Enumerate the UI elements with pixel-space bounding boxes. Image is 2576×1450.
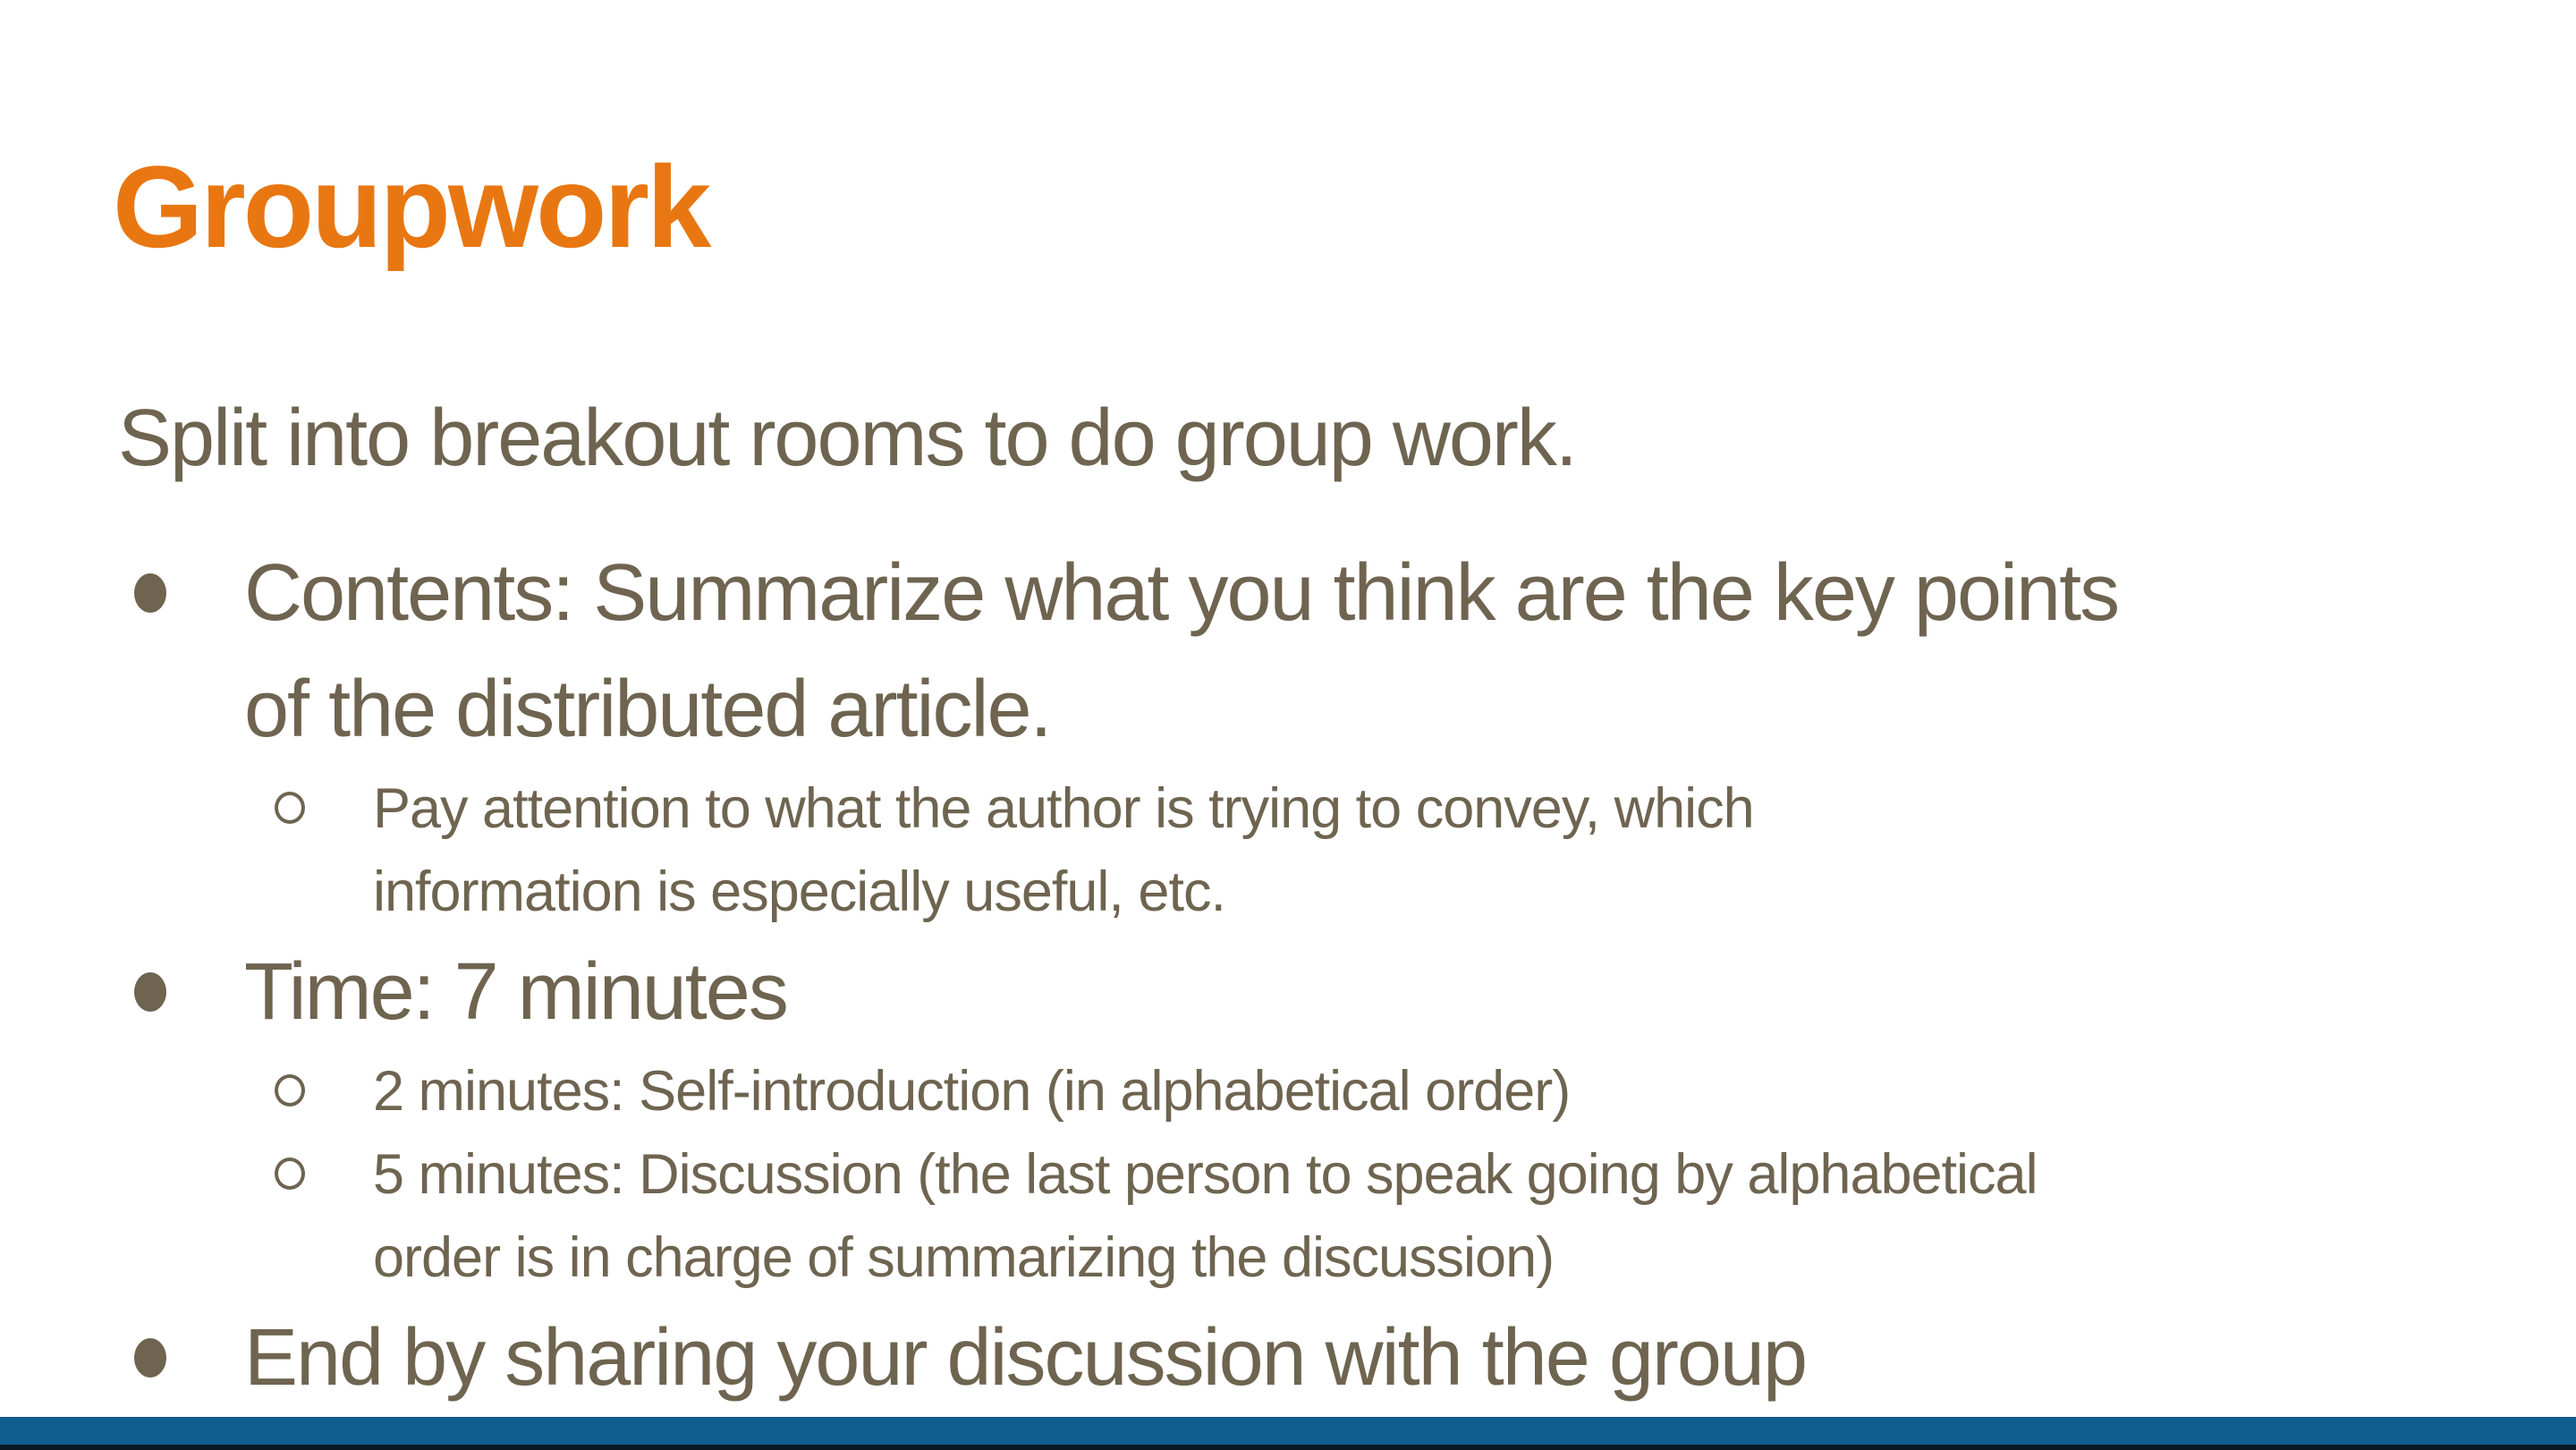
slide-title: Groupwork bbox=[113, 141, 709, 272]
bullet-line: information is especially useful, etc. bbox=[373, 861, 1225, 923]
bullet-dot-icon bbox=[134, 573, 166, 613]
bullet-line: of the distributed article. bbox=[244, 665, 1051, 754]
list-item-text bbox=[373, 1050, 1570, 1133]
bullet-circle-icon bbox=[275, 1074, 305, 1107]
list-subitem-pay-attention bbox=[134, 767, 2522, 934]
list-subitem-5-minutes bbox=[134, 1133, 2522, 1300]
list-item-text bbox=[244, 934, 787, 1050]
bullet-list bbox=[134, 535, 2522, 1416]
bullet-line: Time: 7 minutes bbox=[244, 947, 787, 1037]
bullet-line: End by sharing your discussion with the group bbox=[244, 1313, 1807, 1403]
intro-text: Split into breakout rooms to do group work. bbox=[118, 394, 1576, 483]
bullet-line: Pay attention to what the author is trying to convey, which bbox=[373, 777, 1754, 840]
list-item-text bbox=[373, 1133, 2038, 1300]
bullet-dot-icon bbox=[134, 972, 166, 1012]
bullet-line: Contents: Summarize what you think are the key points bbox=[244, 548, 2119, 638]
bullet-circle-icon bbox=[275, 1157, 305, 1190]
list-item-contents bbox=[134, 535, 2522, 767]
list-item-time bbox=[134, 934, 2522, 1050]
bullet-dot-icon bbox=[134, 1338, 166, 1378]
bullet-line: order is in charge of summarizing the discussion) bbox=[373, 1226, 1555, 1289]
list-item-text bbox=[244, 1300, 1806, 1416]
bullet-circle-icon bbox=[275, 792, 305, 824]
list-subitem-2-minutes bbox=[134, 1050, 2522, 1133]
list-item-text bbox=[244, 535, 2118, 767]
bullet-line: 2 minutes: Self-introduction (in alphabetical order) bbox=[373, 1060, 1571, 1123]
list-item-end-by-sharing bbox=[134, 1300, 2522, 1416]
footer-bar bbox=[0, 1417, 2576, 1450]
list-item-text bbox=[373, 767, 1754, 934]
bullet-line: 5 minutes: Discussion (the last person to speak going by alphabetical bbox=[373, 1143, 2038, 1206]
